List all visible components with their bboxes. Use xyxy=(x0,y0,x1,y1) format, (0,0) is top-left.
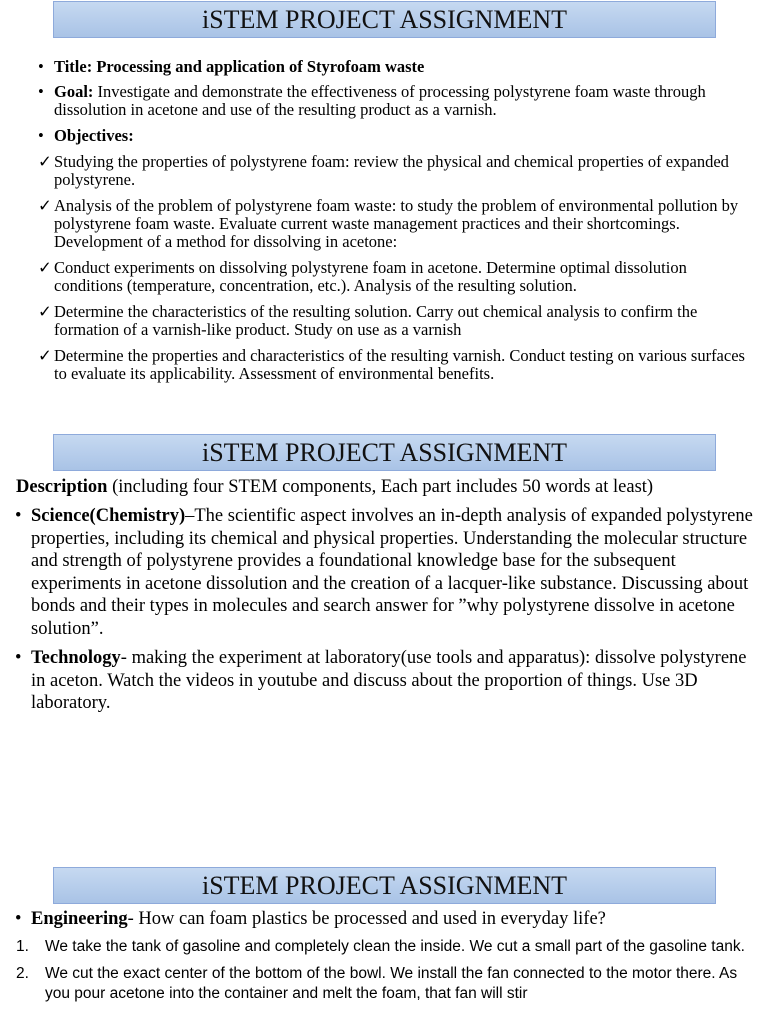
title-text: Processing and application of Styrofoam waste xyxy=(96,57,425,76)
engineering-label: Engineering xyxy=(31,909,128,929)
objective-item xyxy=(0,153,768,189)
objective-item xyxy=(0,197,768,251)
objectives-heading xyxy=(0,127,768,145)
slide2-title-banner xyxy=(53,434,716,471)
description-text: (including four STEM components, Each part includes 50 words at least) xyxy=(107,477,654,497)
step-number: 1. xyxy=(16,937,29,955)
step-item xyxy=(0,964,768,1003)
objective-item xyxy=(0,303,768,339)
objective-text: Studying the properties of polystyrene foam: review the physical and chemical properties of expanded polystyrene. xyxy=(54,152,729,189)
bullet-icon: • xyxy=(38,126,44,145)
banner-title: iSTEM PROJECT ASSIGNMENT xyxy=(201,5,568,34)
objective-text: Determine the properties and characteristics of the resulting varnish. Conduct testing on various surfaces to evaluate its applicability. Assessment of environmental benefits. xyxy=(54,346,745,383)
step-item xyxy=(0,937,768,957)
goal-text: Investigate and demonstrate the effectiveness of processing polystyrene foam waste through dissolution in acetone and use of the resulting product as a varnish. xyxy=(54,82,706,119)
checkmark-icon: ✓ xyxy=(38,302,52,321)
checkmark-icon: ✓ xyxy=(38,196,52,215)
banner-title: iSTEM PROJECT ASSIGNMENT xyxy=(201,438,568,467)
slide2-content xyxy=(0,476,768,715)
technology-label: Technology xyxy=(31,648,121,668)
checkmark-icon: ✓ xyxy=(38,346,52,365)
step-text: We cut the exact center of the bottom of the bowl. We install the fan connected to the motor there. As you pour acetone into the container and melt the foam, that fan will stir xyxy=(45,965,738,1002)
banner-title: iSTEM PROJECT ASSIGNMENT xyxy=(201,871,568,900)
checkmark-icon: ✓ xyxy=(38,152,52,171)
step-text: We take the tank of gasoline and completely clean the inside. We cut a small part of the gasoline tank. xyxy=(45,937,745,955)
objective-text: Conduct experiments on dissolving polystyrene foam in acetone. Determine optimal dissolution conditions (temperature, concentration, etc.). Analysis of the resulting solution. xyxy=(54,258,687,295)
bullet-icon: • xyxy=(15,648,22,668)
slide3-title-banner xyxy=(53,867,716,904)
science-label: Science(Chemistry) xyxy=(31,506,186,526)
description-label: Description xyxy=(16,477,108,497)
science-item xyxy=(0,505,768,640)
description-line xyxy=(0,476,768,498)
objectives-label: Objectives: xyxy=(54,126,134,145)
objective-text: Determine the characteristics of the resulting solution. Carry out chemical analysis to confirm the formation of a varnish-like product. Study on use as a varnish xyxy=(54,302,698,339)
slide3-content xyxy=(0,908,768,1003)
bullet-icon: • xyxy=(15,506,22,526)
slide1-content xyxy=(0,58,768,383)
bullet-icon: • xyxy=(38,57,44,76)
objective-item xyxy=(0,347,768,383)
technology-text: - making the experiment at laboratory(use tools and apparatus): dissolve polystyrene in aceton. Watch the videos in youtube and discuss about the proportion of things. Use 3D laboratory. xyxy=(31,648,747,713)
checkmark-icon: ✓ xyxy=(38,258,52,277)
objective-item xyxy=(0,259,768,295)
technology-item xyxy=(0,647,768,715)
title-label: Title: xyxy=(54,57,93,76)
step-number: 2. xyxy=(16,965,29,982)
title-item xyxy=(0,58,768,76)
engineering-item xyxy=(0,908,768,931)
bullet-icon: • xyxy=(38,82,44,101)
engineering-text: - How can foam plastics be processed and used in everyday life? xyxy=(127,909,606,929)
slide1-title-banner xyxy=(53,1,716,38)
objective-text: Analysis of the problem of polystyrene foam waste: to study the problem of environmental pollution by polystyrene foam waste. Evaluate current waste management practices and their shortcomings. Development of a method for dissolving in acetone: xyxy=(54,196,739,251)
science-text: –The scientific aspect involves an in-depth analysis of expanded polystyrene properties, including its chemical and physical properties. Understanding the molecular structure and strength of polystyrene provides a foundational knowledge base for the subsequent experiments in acetone dissolution and the creation of a lacquer-like substance. Discussing about bonds and their types in molecules and search answer for ”why polystyrene dissolve in acetone solution”. xyxy=(31,506,753,639)
goal-item xyxy=(0,83,768,119)
goal-label: Goal: xyxy=(54,82,94,101)
bullet-icon: • xyxy=(15,909,22,929)
